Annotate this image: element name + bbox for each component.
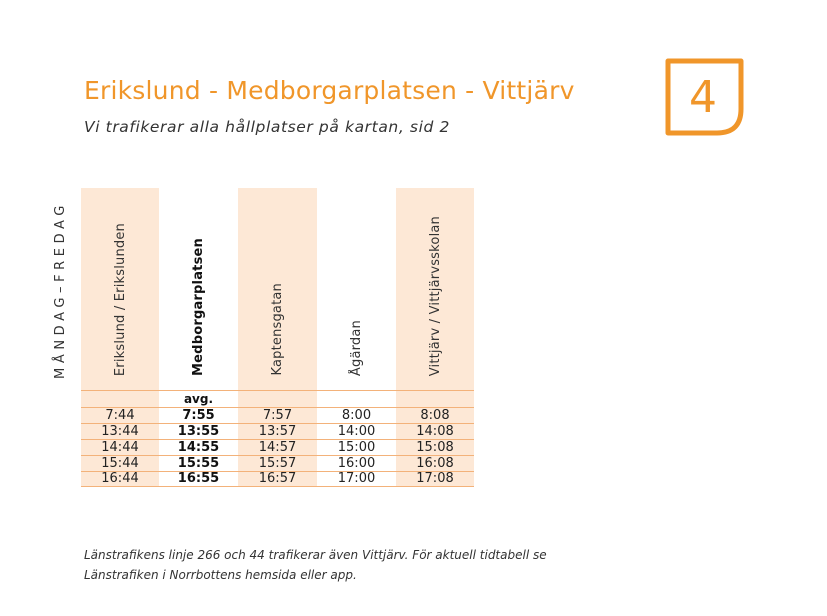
stop-header: Ågärdan [349,319,364,376]
route-subtitle: Vi trafikerar alla hållplatser på kartan, sid 2 [84,118,450,136]
route-number-badge [663,57,745,137]
time-cell: 13:55 [177,424,220,439]
divider [81,390,474,391]
day-label: MÅNDAG–FREDAG [52,201,68,379]
stop-header: Medborgarplatsen [191,238,206,376]
time-cell: 16:57 [258,471,297,486]
time-cell: 16:00 [337,456,376,471]
time-cell: 7:55 [182,408,215,423]
time-cell: 16:44 [101,471,139,486]
leaf-badge-icon [663,57,745,137]
time-cell: 8:08 [420,408,450,423]
stop-header: Kaptensgatan [270,283,285,376]
time-cell: 17:00 [337,471,376,486]
time-cell: 15:00 [337,440,376,455]
time-cell: 14:08 [416,424,454,439]
stop-header: Erikslund / Erikslunden [112,222,128,376]
time-cell: 15:55 [177,456,220,471]
stop-header: Vittjärv / Vittjärvsskolan [427,215,443,376]
time-cell: 14:44 [101,440,139,455]
footnote [84,545,584,585]
time-cell: 14:55 [177,440,220,455]
time-cell: 15:44 [101,456,139,471]
time-cell: 13:57 [258,424,297,439]
time-cell: 14:00 [337,424,376,439]
time-cell: 14:57 [258,440,297,455]
time-cell: 15:57 [258,456,297,471]
time-cell: 15:08 [416,440,454,455]
route-title: Erikslund - Medborgarplatsen - Vittjärv [84,76,575,105]
time-cell: 16:08 [416,456,454,471]
timetable [81,188,474,486]
time-cell: 16:55 [177,471,220,486]
time-cell: 7:44 [105,408,135,423]
time-cell: 17:08 [416,471,454,486]
time-cell: 7:57 [262,408,293,423]
departure-note: avg. [183,392,214,406]
footnote-line: Länstrafikens linje 266 och 44 trafikerar även Vittjärv. För aktuell tidtabell se [84,548,547,562]
route-number: 4 [689,72,717,123]
footnote-line: Länstrafiken i Norrbottens hemsida eller app. [84,568,357,582]
time-cell: 13:44 [101,424,139,439]
time-cell: 8:00 [341,408,372,423]
